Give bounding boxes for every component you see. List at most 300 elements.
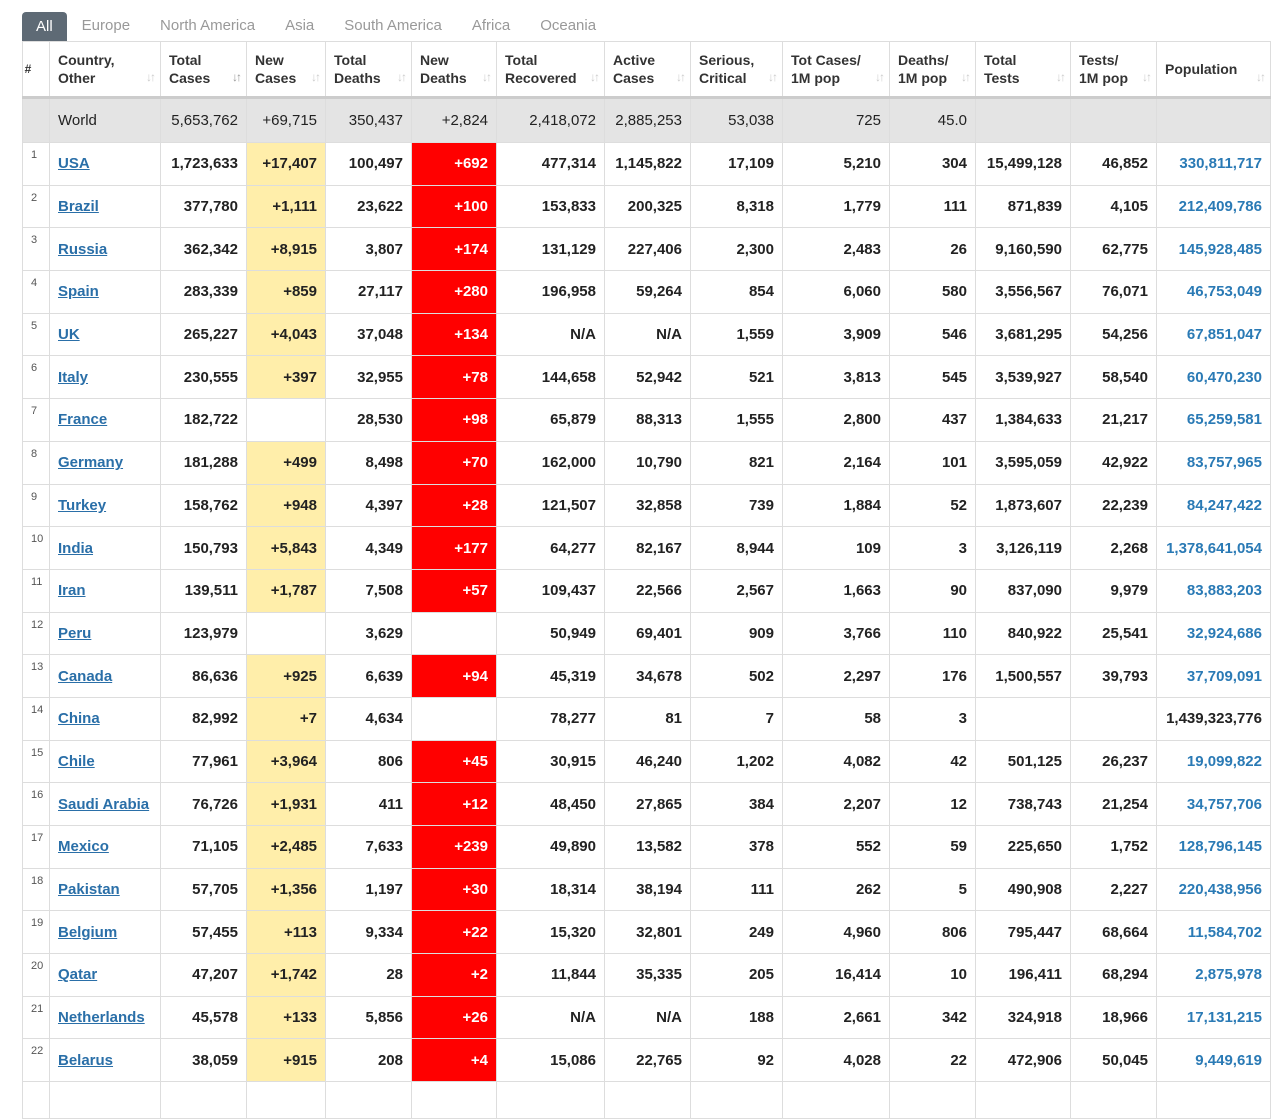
data-cell xyxy=(412,612,497,655)
rank-cell: 19 xyxy=(23,911,50,954)
data-cell: 68,664 xyxy=(1071,911,1157,954)
country-link[interactable]: Turkey xyxy=(58,496,107,514)
data-cell: 17,131,215 xyxy=(1157,996,1271,1039)
data-cell: 82,167 xyxy=(605,527,691,570)
data-cell: 42,922 xyxy=(1071,441,1157,484)
data-cell: 1,145,822 xyxy=(605,143,691,186)
column-header-2[interactable] xyxy=(161,42,247,98)
country-cell xyxy=(50,655,161,698)
data-cell: 101 xyxy=(890,441,976,484)
sort-icon[interactable]: ↓↑ xyxy=(397,70,405,84)
data-cell: 18,314 xyxy=(497,868,605,911)
data-cell: +859 xyxy=(247,271,326,314)
data-cell: +4 xyxy=(412,1039,497,1082)
data-cell: 50,949 xyxy=(497,612,605,655)
data-cell: 131,129 xyxy=(497,228,605,271)
data-cell: +26 xyxy=(412,996,497,1039)
data-cell: +100 xyxy=(412,185,497,228)
data-cell: 9,334 xyxy=(326,911,412,954)
sort-icon[interactable]: ↓↑ xyxy=(232,70,240,84)
table-row xyxy=(23,143,1271,186)
country-link[interactable]: France xyxy=(58,411,108,429)
data-cell: 153,833 xyxy=(497,185,605,228)
data-cell: 205 xyxy=(691,954,783,997)
sort-icon[interactable]: ↓↑ xyxy=(311,70,319,84)
data-cell: 50,045 xyxy=(1071,1039,1157,1082)
country-link[interactable]: Russia xyxy=(58,240,108,258)
rank-cell: 17 xyxy=(23,826,50,869)
data-cell: 67,851,047 xyxy=(1157,313,1271,356)
data-cell: 795,447 xyxy=(976,911,1071,954)
country-link[interactable]: Chile xyxy=(58,752,95,770)
empty-cell xyxy=(1071,1082,1157,1119)
table-row xyxy=(23,911,1271,954)
data-cell: 109,437 xyxy=(497,569,605,612)
data-cell: 4,960 xyxy=(783,911,890,954)
data-cell: 19,099,822 xyxy=(1157,740,1271,783)
data-cell: 65,879 xyxy=(497,399,605,442)
data-cell xyxy=(247,399,326,442)
data-cell: 34,757,706 xyxy=(1157,783,1271,826)
table-row xyxy=(23,271,1271,314)
tab-oceania[interactable]: Oceania xyxy=(540,17,597,34)
country-cell xyxy=(50,228,161,271)
rank-cell xyxy=(23,98,50,143)
data-cell: 411 xyxy=(326,783,412,826)
data-cell: 330,811,717 xyxy=(1157,143,1271,186)
data-cell: 501,125 xyxy=(976,740,1071,783)
data-cell: 181,288 xyxy=(161,441,247,484)
rank-cell: 5 xyxy=(23,313,50,356)
data-cell: 437 xyxy=(890,399,976,442)
data-cell: 854 xyxy=(691,271,783,314)
data-cell: 5 xyxy=(890,868,976,911)
header-label-line2: Cases xyxy=(255,70,297,86)
data-cell: 59 xyxy=(890,826,976,869)
country-link[interactable]: Spain xyxy=(58,283,99,301)
data-cell: +22 xyxy=(412,911,497,954)
country-cell xyxy=(50,612,161,655)
table-row xyxy=(23,313,1271,356)
country-cell xyxy=(50,484,161,527)
data-cell: 9,449,619 xyxy=(1157,1039,1271,1082)
data-cell: 546 xyxy=(890,313,976,356)
data-cell: +1,931 xyxy=(247,783,326,826)
data-cell xyxy=(247,612,326,655)
data-cell: 38,194 xyxy=(605,868,691,911)
country-link[interactable]: Italy xyxy=(58,368,89,386)
data-cell: 2,875,978 xyxy=(1157,954,1271,997)
data-cell: 1,500,557 xyxy=(976,655,1071,698)
data-cell: 162,000 xyxy=(497,441,605,484)
table-row xyxy=(23,185,1271,228)
data-cell: 3,126,119 xyxy=(976,527,1071,570)
data-cell: 2,207 xyxy=(783,783,890,826)
data-cell: +239 xyxy=(412,826,497,869)
data-cell: 65,259,581 xyxy=(1157,399,1271,442)
data-cell: 262 xyxy=(783,868,890,911)
sort-icon[interactable]: ↓↑ xyxy=(590,70,598,84)
rank-cell: 3 xyxy=(23,228,50,271)
data-cell: N/A xyxy=(497,313,605,356)
data-cell xyxy=(412,697,497,740)
data-cell: 5,210 xyxy=(783,143,890,186)
column-header-1[interactable] xyxy=(50,42,161,98)
table-row xyxy=(23,954,1271,997)
data-cell: 227,406 xyxy=(605,228,691,271)
country-cell xyxy=(50,569,161,612)
data-cell: 57,455 xyxy=(161,911,247,954)
table-row xyxy=(23,612,1271,655)
tab-south-america[interactable]: South America xyxy=(344,17,442,34)
data-cell: 57,705 xyxy=(161,868,247,911)
column-header-6[interactable] xyxy=(497,42,605,98)
sort-icon[interactable]: ↓↑ xyxy=(875,70,883,84)
rank-cell: 20 xyxy=(23,954,50,997)
column-header-12[interactable] xyxy=(1071,42,1157,98)
sort-icon[interactable]: ↓↑ xyxy=(482,70,490,84)
country-link[interactable]: Saudi Arabia xyxy=(58,795,150,813)
data-cell: 4,082 xyxy=(783,740,890,783)
country-link[interactable]: China xyxy=(58,710,100,728)
data-cell: 225,650 xyxy=(976,826,1071,869)
data-cell: 265,227 xyxy=(161,313,247,356)
sort-icon[interactable]: ↓↑ xyxy=(146,70,154,84)
empty-cell xyxy=(691,1082,783,1119)
data-cell: 144,658 xyxy=(497,356,605,399)
data-cell: +1,787 xyxy=(247,569,326,612)
data-cell: 30,915 xyxy=(497,740,605,783)
header-label-line1: Active xyxy=(613,52,656,68)
data-cell: 45,319 xyxy=(497,655,605,698)
header-label-line1: New xyxy=(420,52,449,68)
country-cell xyxy=(50,1039,161,1082)
data-cell: 58 xyxy=(783,697,890,740)
country-cell xyxy=(50,143,161,186)
rank-cell: 15 xyxy=(23,740,50,783)
country-link[interactable]: Iran xyxy=(58,582,86,600)
data-cell: 68,294 xyxy=(1071,954,1157,997)
data-cell: 3,629 xyxy=(326,612,412,655)
data-cell: +70 xyxy=(412,441,497,484)
data-cell: +30 xyxy=(412,868,497,911)
empty-cell xyxy=(23,1082,50,1119)
data-cell: 34,678 xyxy=(605,655,691,698)
header-label-line1: Total xyxy=(505,52,538,68)
data-cell: 188 xyxy=(691,996,783,1039)
country-cell xyxy=(50,740,161,783)
country-cell xyxy=(50,911,161,954)
data-cell: 13,582 xyxy=(605,826,691,869)
data-cell: 92 xyxy=(691,1039,783,1082)
data-cell: 139,511 xyxy=(161,569,247,612)
country-cell xyxy=(50,313,161,356)
data-cell: 1,555 xyxy=(691,399,783,442)
data-cell: 38,059 xyxy=(161,1039,247,1082)
header-label-line2: 1M pop xyxy=(791,70,840,86)
data-cell: 39,793 xyxy=(1071,655,1157,698)
data-cell: 342 xyxy=(890,996,976,1039)
rank-cell: 21 xyxy=(23,996,50,1039)
data-cell: 25,541 xyxy=(1071,612,1157,655)
sort-icon[interactable]: ↓↑ xyxy=(768,70,776,84)
tab-north-america[interactable]: North America xyxy=(160,17,256,34)
empty-cell xyxy=(50,1082,161,1119)
country-cell xyxy=(50,783,161,826)
data-cell: +8,915 xyxy=(247,228,326,271)
data-cell: 21,254 xyxy=(1071,783,1157,826)
data-cell: 10,790 xyxy=(605,441,691,484)
data-cell: 16,414 xyxy=(783,954,890,997)
data-cell: 21,217 xyxy=(1071,399,1157,442)
data-cell: 76,726 xyxy=(161,783,247,826)
world-row xyxy=(23,98,1271,143)
data-cell: 477,314 xyxy=(497,143,605,186)
rank-cell: 7 xyxy=(23,399,50,442)
rank-cell: 1 xyxy=(23,143,50,186)
country-link[interactable]: Canada xyxy=(58,667,113,685)
data-cell: 15,499,128 xyxy=(976,143,1071,186)
data-cell: +499 xyxy=(247,441,326,484)
data-cell: +17,407 xyxy=(247,143,326,186)
data-cell xyxy=(1071,697,1157,740)
data-cell: +915 xyxy=(247,1039,326,1082)
sort-icon[interactable]: ↓↑ xyxy=(1142,70,1150,84)
data-cell: 2,164 xyxy=(783,441,890,484)
data-cell: 3 xyxy=(890,697,976,740)
column-header-3[interactable] xyxy=(247,42,326,98)
data-cell: 150,793 xyxy=(161,527,247,570)
data-cell: +12 xyxy=(412,783,497,826)
column-header-0 xyxy=(23,42,50,98)
country-link[interactable]: Belarus xyxy=(58,1051,114,1069)
rank-cell: 4 xyxy=(23,271,50,314)
data-cell: 1,873,607 xyxy=(976,484,1071,527)
data-cell: 806 xyxy=(890,911,976,954)
data-cell: 15,320 xyxy=(497,911,605,954)
country-cell xyxy=(50,185,161,228)
data-cell: 69,401 xyxy=(605,612,691,655)
data-cell: 837,090 xyxy=(976,569,1071,612)
table-row xyxy=(23,1039,1271,1082)
data-cell: +692 xyxy=(412,143,497,186)
data-cell: 88,313 xyxy=(605,399,691,442)
column-header-5[interactable] xyxy=(412,42,497,98)
table-row xyxy=(23,356,1271,399)
data-cell: 7 xyxy=(691,697,783,740)
header-label-line2: Critical xyxy=(699,70,747,86)
data-cell: 3 xyxy=(890,527,976,570)
country-cell xyxy=(50,996,161,1039)
data-cell: 37,048 xyxy=(326,313,412,356)
data-cell: +2,485 xyxy=(247,826,326,869)
empty-cell xyxy=(412,1082,497,1119)
data-cell: 45,578 xyxy=(161,996,247,1039)
data-cell: 22,239 xyxy=(1071,484,1157,527)
data-cell: 1,384,633 xyxy=(976,399,1071,442)
data-cell: 46,240 xyxy=(605,740,691,783)
data-cell: 8,944 xyxy=(691,527,783,570)
sort-icon[interactable]: ↓↑ xyxy=(676,70,684,84)
data-cell: 52,942 xyxy=(605,356,691,399)
rank-cell: 12 xyxy=(23,612,50,655)
data-cell: 26,237 xyxy=(1071,740,1157,783)
data-cell: 6,060 xyxy=(783,271,890,314)
data-cell: 58,540 xyxy=(1071,356,1157,399)
data-cell: 26 xyxy=(890,228,976,271)
data-cell: 725 xyxy=(783,98,890,143)
data-cell: 3,813 xyxy=(783,356,890,399)
country-link[interactable]: Germany xyxy=(58,454,124,472)
data-cell: 10 xyxy=(890,954,976,997)
data-cell: 2,800 xyxy=(783,399,890,442)
country-link[interactable]: Brazil xyxy=(58,198,99,216)
data-cell: +948 xyxy=(247,484,326,527)
country-cell xyxy=(50,868,161,911)
data-cell: 53,038 xyxy=(691,98,783,143)
data-cell: 1,439,323,776 xyxy=(1157,697,1271,740)
data-cell: 212,409,786 xyxy=(1157,185,1271,228)
data-cell: 46,852 xyxy=(1071,143,1157,186)
data-cell: +113 xyxy=(247,911,326,954)
data-cell: 490,908 xyxy=(976,868,1071,911)
column-header-10[interactable] xyxy=(890,42,976,98)
column-header-11[interactable] xyxy=(976,42,1071,98)
data-cell: 304 xyxy=(890,143,976,186)
data-cell: 1,202 xyxy=(691,740,783,783)
data-cell: 32,858 xyxy=(605,484,691,527)
data-cell: 121,507 xyxy=(497,484,605,527)
country-link[interactable]: India xyxy=(58,539,94,557)
data-cell: N/A xyxy=(497,996,605,1039)
header-label-line2: Tests xyxy=(984,70,1020,86)
data-cell: 350,437 xyxy=(326,98,412,143)
data-cell: 739 xyxy=(691,484,783,527)
data-cell: +1,111 xyxy=(247,185,326,228)
data-cell: 48,450 xyxy=(497,783,605,826)
data-cell: 76,071 xyxy=(1071,271,1157,314)
data-cell: 909 xyxy=(691,612,783,655)
data-cell: 47,207 xyxy=(161,954,247,997)
tab-africa[interactable]: Africa xyxy=(471,17,511,34)
data-cell: 71,105 xyxy=(161,826,247,869)
tab-all[interactable]: All xyxy=(22,12,67,41)
header-label-line2: Cases xyxy=(169,70,211,86)
data-cell: 27,117 xyxy=(326,271,412,314)
data-cell: 123,979 xyxy=(161,612,247,655)
data-cell: 8,318 xyxy=(691,185,783,228)
data-cell: +2,824 xyxy=(412,98,497,143)
country-link[interactable]: Pakistan xyxy=(58,881,120,899)
column-header-4[interactable] xyxy=(326,42,412,98)
country-link[interactable]: UK xyxy=(58,326,80,344)
column-header-9[interactable] xyxy=(783,42,890,98)
table-row xyxy=(23,484,1271,527)
header-label-line1: Deaths/ xyxy=(898,52,949,68)
data-cell: 3,681,295 xyxy=(976,313,1071,356)
data-cell: +78 xyxy=(412,356,497,399)
data-cell: 378 xyxy=(691,826,783,869)
data-cell: 200,325 xyxy=(605,185,691,228)
column-header-13[interactable] xyxy=(1157,42,1271,98)
sort-icon[interactable]: ↓↑ xyxy=(961,70,969,84)
data-cell: 27,865 xyxy=(605,783,691,826)
data-cell: 9,979 xyxy=(1071,569,1157,612)
data-cell: 502 xyxy=(691,655,783,698)
sort-icon[interactable]: ↓↑ xyxy=(1256,70,1264,84)
data-cell: 2,418,072 xyxy=(497,98,605,143)
table-row xyxy=(23,655,1271,698)
tab-europe[interactable]: Europe xyxy=(81,17,131,34)
sort-icon[interactable]: ↓↑ xyxy=(1056,70,1064,84)
country-link[interactable]: Qatar xyxy=(58,966,98,984)
data-cell: 64,277 xyxy=(497,527,605,570)
country-link[interactable]: USA xyxy=(58,155,90,173)
country-link[interactable]: Mexico xyxy=(58,838,109,856)
data-cell: 3,539,927 xyxy=(976,356,1071,399)
rank-cell: 9 xyxy=(23,484,50,527)
table-row xyxy=(23,399,1271,442)
data-cell: 45.0 xyxy=(890,98,976,143)
data-cell: 7,633 xyxy=(326,826,412,869)
data-cell: +5,843 xyxy=(247,527,326,570)
data-cell: +1,356 xyxy=(247,868,326,911)
data-cell: 362,342 xyxy=(161,228,247,271)
data-cell: 2,567 xyxy=(691,569,783,612)
table-row xyxy=(23,527,1271,570)
data-cell: 158,762 xyxy=(161,484,247,527)
empty-cell xyxy=(497,1082,605,1119)
data-cell: 77,961 xyxy=(161,740,247,783)
data-cell: +133 xyxy=(247,996,326,1039)
table-row xyxy=(23,441,1271,484)
data-cell: 145,928,485 xyxy=(1157,228,1271,271)
data-cell xyxy=(1157,98,1271,143)
data-cell: 128,796,145 xyxy=(1157,826,1271,869)
table-row xyxy=(23,868,1271,911)
header-label-line1: Population xyxy=(1165,61,1238,77)
data-cell: 806 xyxy=(326,740,412,783)
tab-asia[interactable]: Asia xyxy=(285,17,315,34)
country-link[interactable]: Peru xyxy=(58,624,92,642)
country-cell xyxy=(50,399,161,442)
data-cell: 23,622 xyxy=(326,185,412,228)
header-label-line2: Cases xyxy=(613,70,655,86)
data-cell: 283,339 xyxy=(161,271,247,314)
rank-cell: 8 xyxy=(23,441,50,484)
column-header-8[interactable] xyxy=(691,42,783,98)
data-cell: 1,378,641,054 xyxy=(1157,527,1271,570)
rank-cell: 11 xyxy=(23,569,50,612)
country-link[interactable]: Netherlands xyxy=(58,1009,145,1027)
data-cell: 42 xyxy=(890,740,976,783)
data-cell: 1,559 xyxy=(691,313,783,356)
data-cell: 4,634 xyxy=(326,697,412,740)
data-cell: 2,297 xyxy=(783,655,890,698)
country-link[interactable]: Belgium xyxy=(58,923,118,941)
data-cell: 111 xyxy=(890,185,976,228)
data-cell: 580 xyxy=(890,271,976,314)
data-cell: 2,268 xyxy=(1071,527,1157,570)
data-cell: 100,497 xyxy=(326,143,412,186)
column-header-7[interactable] xyxy=(605,42,691,98)
data-cell: 81 xyxy=(605,697,691,740)
data-cell: 28,530 xyxy=(326,399,412,442)
data-cell xyxy=(976,697,1071,740)
rank-cell: 14 xyxy=(23,697,50,740)
data-cell: 249 xyxy=(691,911,783,954)
data-cell: 821 xyxy=(691,441,783,484)
